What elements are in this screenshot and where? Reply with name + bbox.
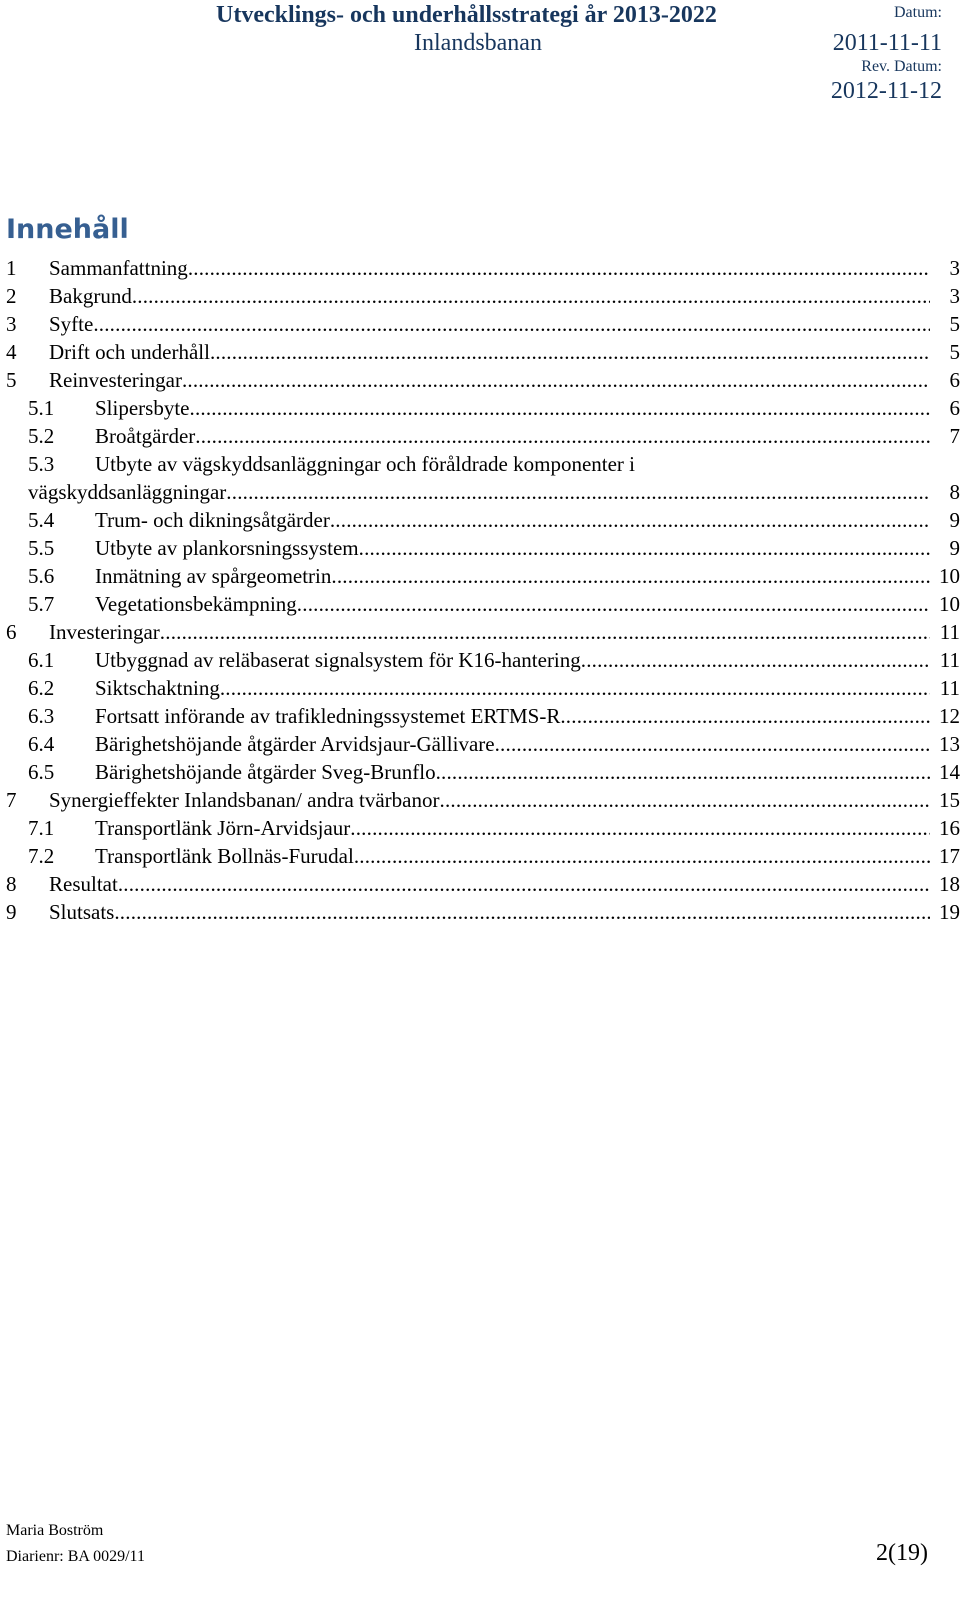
- toc-entry-title: Utbyte av plankorsningssystem: [95, 536, 359, 560]
- toc-entry-title: vägskyddsanläggningar: [28, 480, 227, 504]
- toc-entry-number: 6.4: [28, 732, 55, 756]
- toc-entry-title: Slipersbyte: [95, 396, 190, 420]
- toc-entry-title: Slutsats: [49, 900, 115, 924]
- toc-entry-page: 12: [939, 704, 960, 728]
- date-value: 2011-11-11: [832, 30, 942, 56]
- toc-entry-number: 3: [6, 312, 17, 336]
- toc-entry-title: Siktschaktning: [95, 676, 220, 700]
- toc-entry[interactable]: [6, 254, 960, 282]
- toc-entry-page: 8: [949, 480, 960, 504]
- toc-entry-page: 15: [939, 788, 960, 812]
- toc-entry-number: 5.3: [28, 452, 55, 476]
- toc-entry-number: 5: [6, 368, 17, 392]
- toc-entry-title: Sammanfattning: [49, 256, 188, 280]
- toc-entry-page: 6: [949, 368, 960, 392]
- toc-dot-leader: [226, 478, 930, 506]
- rev-date-label: Rev. Datum:: [861, 58, 942, 75]
- toc-dot-leader: [220, 674, 930, 702]
- toc-entry-title: Inmätning av spårgeometrin: [95, 564, 332, 588]
- toc-entry-page: 5: [949, 340, 960, 364]
- toc-entry[interactable]: [6, 506, 960, 534]
- toc-entry-number: 1: [6, 256, 17, 280]
- toc-entry[interactable]: [6, 310, 960, 338]
- toc-entry-page: 16: [939, 816, 960, 840]
- footer-page-number: 2(19): [876, 1540, 928, 1566]
- toc-entry[interactable]: [6, 814, 960, 842]
- toc-entry-title: Syfte: [49, 312, 94, 336]
- toc-entry-page: 3: [949, 256, 960, 280]
- toc-entry-number: 5.1: [28, 396, 55, 420]
- toc-entry-page: 5: [949, 312, 960, 336]
- toc-entry-number: 7.2: [28, 844, 55, 868]
- toc-entry-number: 5.2: [28, 424, 55, 448]
- rev-date-value: 2012-11-12: [830, 78, 942, 104]
- toc-entry-title: Vegetationsbekämpning: [95, 592, 297, 616]
- toc-entry-page: 18: [939, 872, 960, 896]
- toc-entry-page: 11: [939, 676, 960, 700]
- toc-entry-title: Bärighetshöjande åtgärder Arvidsjaur-Gällivare: [95, 732, 495, 756]
- toc-entry[interactable]: [6, 282, 960, 310]
- toc-entry-title: Reinvesteringar: [49, 368, 182, 392]
- toc-entry[interactable]: [6, 646, 960, 674]
- footer-diary-number: Diarienr: BA 0029/11: [6, 1548, 145, 1565]
- toc-entry-number: 7: [6, 788, 17, 812]
- toc-entry-title: Trum- och dikningsåtgärder: [95, 508, 330, 532]
- toc-dot-leader: [297, 590, 930, 618]
- toc-dot-leader: [560, 702, 930, 730]
- toc-entry[interactable]: [6, 870, 960, 898]
- toc-dot-leader: [331, 562, 930, 590]
- toc-dot-leader: [330, 506, 930, 534]
- toc-entry-number: 8: [6, 872, 17, 896]
- toc-dot-leader: [581, 646, 930, 674]
- toc-entry[interactable]: [6, 758, 960, 786]
- toc-dot-leader: [160, 618, 930, 646]
- toc-dot-leader: [188, 254, 930, 282]
- toc-entry-page: 14: [939, 760, 960, 784]
- toc-dot-leader: [182, 366, 930, 394]
- page-header: [0, 0, 960, 110]
- toc-entry-number: 5.7: [28, 592, 55, 616]
- toc-dot-leader: [114, 898, 930, 926]
- toc-heading: Innehåll: [6, 214, 129, 245]
- toc-entry-page: 11: [939, 620, 960, 644]
- toc-dot-leader: [118, 870, 930, 898]
- toc-entry-number: 9: [6, 900, 17, 924]
- toc-entry-number: 6.3: [28, 704, 55, 728]
- toc-dot-leader: [495, 730, 930, 758]
- toc-entry-number: 6: [6, 620, 17, 644]
- toc-entry-number: 6.1: [28, 648, 55, 672]
- toc-dot-leader: [354, 842, 930, 870]
- toc-entry[interactable]: [6, 590, 960, 618]
- toc-entry-page: 6: [949, 396, 960, 420]
- toc-entry-page: 9: [949, 508, 960, 532]
- toc-entry[interactable]: [6, 898, 960, 926]
- toc-dot-leader: [190, 394, 931, 422]
- document-subtitle: Inlandsbanan: [414, 30, 542, 56]
- toc-entry[interactable]: [6, 394, 960, 422]
- toc-entry-page: 13: [939, 732, 960, 756]
- toc-entry-title: Utbyte av vägskyddsanläggningar och föråldrade komponenter i: [95, 452, 636, 476]
- toc-entry-number: 5.5: [28, 536, 55, 560]
- toc-entry-title: Transportlänk Bollnäs-Furudal: [95, 844, 354, 868]
- toc-entry[interactable]: [6, 562, 960, 590]
- toc-dot-leader: [350, 814, 930, 842]
- toc-entry[interactable]: [6, 674, 960, 702]
- toc-entry-page: 9: [949, 536, 960, 560]
- toc-entry-page: 19: [939, 900, 960, 924]
- toc-entry-title: Transportlänk Jörn-Arvidsjaur: [95, 816, 351, 840]
- toc-dot-leader: [440, 786, 931, 814]
- toc-entry-page: 10: [939, 564, 960, 588]
- toc-entry-title: Fortsatt införande av trafikledningssystemet ERTMS-R: [95, 704, 561, 728]
- toc-entry-number: 2: [6, 284, 17, 308]
- document-title: Utvecklings- och underhållsstrategi år 2013-2022: [216, 2, 717, 28]
- toc-entry-title: Investeringar: [49, 620, 160, 644]
- toc-dot-leader: [359, 534, 930, 562]
- toc-entry-number: 4: [6, 340, 17, 364]
- toc-entry-title: Synergieffekter Inlandsbanan/ andra tvärbanor: [49, 788, 440, 812]
- toc-entry-title: Utbyggnad av reläbaserat signalsystem för K16-hantering: [95, 648, 581, 672]
- toc-entry[interactable]: [6, 534, 960, 562]
- toc-entry[interactable]: [6, 842, 960, 870]
- toc-entry-continuation[interactable]: [6, 478, 960, 506]
- toc-dot-leader: [195, 422, 930, 450]
- toc-entry-title: Bärighetshöjande åtgärder Sveg-Brunflo: [95, 760, 436, 784]
- toc-entry[interactable]: [6, 366, 960, 394]
- toc-entry[interactable]: [6, 702, 960, 730]
- footer-author: Maria Boström: [6, 1522, 104, 1539]
- toc-entry[interactable]: [6, 618, 960, 646]
- toc-entry-page: 3: [949, 284, 960, 308]
- toc-entry[interactable]: [6, 450, 960, 478]
- toc-entry[interactable]: [6, 338, 960, 366]
- toc-entry-page: 17: [939, 844, 960, 868]
- date-label: Datum:: [894, 4, 942, 21]
- toc-entry-title: Resultat: [49, 872, 118, 896]
- toc-entry-number: 6.5: [28, 760, 55, 784]
- toc-entry-number: 6.2: [28, 676, 55, 700]
- toc-entry-number: 7.1: [28, 816, 55, 840]
- toc-entry-page: 11: [939, 648, 960, 672]
- toc-entry-page: 10: [939, 592, 960, 616]
- toc-dot-leader: [93, 310, 930, 338]
- toc-entry[interactable]: [6, 786, 960, 814]
- toc-dot-leader: [210, 338, 930, 366]
- toc-entry-number: 5.4: [28, 508, 55, 532]
- toc-entry[interactable]: [6, 422, 960, 450]
- toc-dot-leader: [436, 758, 930, 786]
- toc-entry[interactable]: [6, 730, 960, 758]
- toc-entry-number: 5.6: [28, 564, 55, 588]
- toc-dot-leader: [132, 282, 930, 310]
- toc-entry-title: Drift och underhåll: [49, 340, 210, 364]
- toc-entry-page: 7: [949, 424, 960, 448]
- toc-entry-title: Bakgrund: [49, 284, 132, 308]
- toc-entry-title: Broåtgärder: [95, 424, 196, 448]
